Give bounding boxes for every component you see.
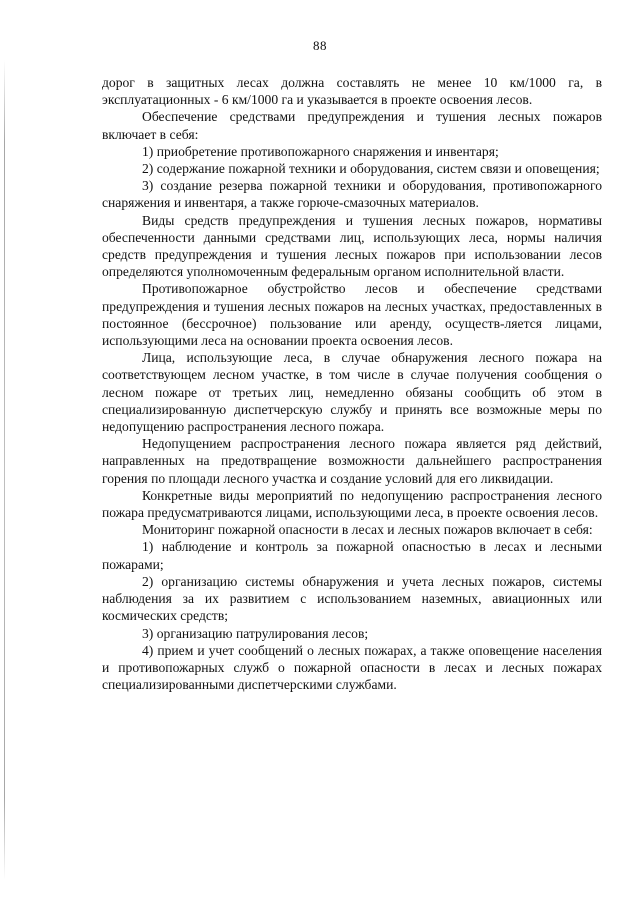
list-item: 1) приобретение противопожарного снаряжения и инвентаря; [142,143,499,159]
paragraph: Недопущением распространения лесного пожара является ряд действий, направленных на предотвращение возможности дальнейшего распространения горения по площади лесного участка и создание условий для его ликвидации. [102,436,602,486]
scan-edge-shadow [4,60,5,880]
paragraph: Лица, использующие леса, в случае обнаружения лесного пожара на соответствующем лесном участке, в том числе в случае получения сообщения о лесном пожаре от третьих лиц, немедленно обязаны сообщить об этом в специализированную диспетчерскую службу и принять все возможные меры по недопущению распространения лесного пожара. [102,350,602,435]
page-number: 88 [313,38,327,53]
paragraph: Конкретные виды мероприятий по недопущению распространения лесного пожара предусматриваются лицами, использующими леса, в проекте освоения лесов. [102,487,602,521]
list-item: 2) содержание пожарной техники и оборудования, систем связи и оповещения; [142,161,600,177]
paragraph: Мониторинг пожарной опасности в лесах и лесных пожаров включает в себя: [142,522,593,538]
paragraph: Обеспечение средствами предупреждения и тушения лесных пожаров включает в себя: [102,109,602,142]
list-item: 1) наблюдение и контроль за пожарной опасностью в лесах и лесными пожарами; [102,539,602,572]
paragraph: Виды средств предупреждения и тушения лесных пожаров, нормативы обеспеченности данными средствами лиц, использующих леса, нормы наличия средств предупреждения и тушения лесных пожаров при использовании лесов определяются уполномоченным федеральным органом исполнительной власти. [102,212,602,280]
list-item: 3) организацию патрулирования лесов; [142,625,369,641]
list-item: 3) создание резерва пожарной техники и оборудования, противопожарного снаряжения и инвентаря, а также горюче-смазочных материалов. [102,178,602,211]
paragraph: дорог в защитных лесах должна составлять не менее 10 км/1000 га, в эксплуатационных - 6 км/1000 га и указывается в проекте освоения лесов. [102,75,602,108]
paragraph: Противопожарное обустройство лесов и обеспечение средствами предупреждения и тушения лесных пожаров на лесных участках, предоставленных в постоянное (бессрочное) пользование или аренду, осуществ-ляется лицами, использующими леса на основании проекта освоения лесов. [102,281,602,349]
list-item: 4) прием и учет сообщений о лесных пожарах, а также оповещение населения и противопожарных служб о пожарной опасности в лесах и лесных пожарах специализированными диспетчерскими службами. [102,642,602,693]
document-body [102,74,602,693]
list-item: 2) организацию системы обнаружения и учета лесных пожаров, системы наблюдения за их развитием с использованием наземных, авиационных или космических средств; [102,573,602,624]
